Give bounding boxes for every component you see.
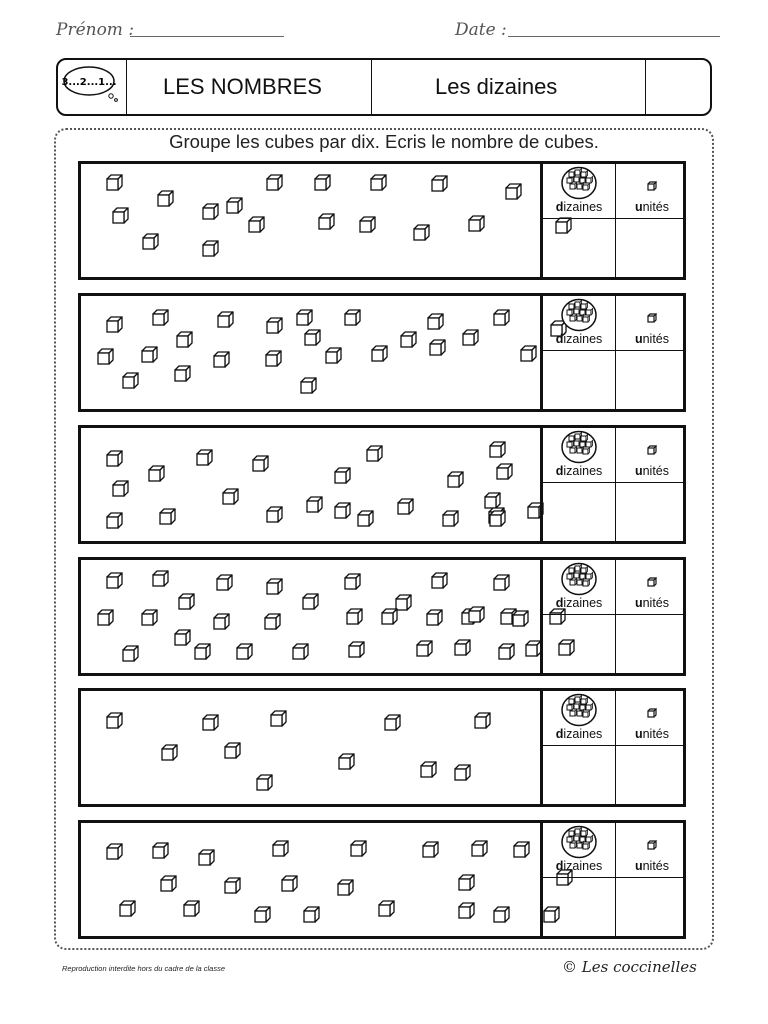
cube-icon <box>141 232 160 251</box>
dizaines-label <box>543 596 615 610</box>
cube-icon <box>105 511 124 530</box>
cube-icon <box>265 173 284 192</box>
cube-icon <box>295 308 314 327</box>
brand-logo: © Les coccinelles <box>562 958 697 976</box>
cube-icon <box>212 350 231 369</box>
unites-rest: nités <box>642 200 670 214</box>
cube-icon <box>428 338 447 357</box>
cube-icon <box>349 839 368 858</box>
cube-icon <box>343 572 362 591</box>
cube-icon <box>158 507 177 526</box>
cube-icon <box>151 569 170 588</box>
cube-icon <box>421 840 440 859</box>
cube-icon <box>182 899 201 918</box>
unites-answer-cell[interactable] <box>616 879 688 936</box>
cube-icon <box>118 899 137 918</box>
cube-icon <box>453 763 472 782</box>
unites-rest: nités <box>642 859 670 873</box>
ten-cubes-icon <box>560 166 598 200</box>
cube-icon <box>512 840 531 859</box>
cube-icon <box>419 760 438 779</box>
prenom-label: Prénom : <box>56 20 135 40</box>
cube-icon <box>177 592 196 611</box>
cube-area <box>81 428 541 541</box>
unites-rest: nités <box>642 727 670 741</box>
cube-icon <box>105 173 124 192</box>
exercise-1 <box>78 161 686 280</box>
unit-cube-icon <box>647 572 657 582</box>
prenom-field[interactable] <box>130 36 284 37</box>
cube-icon <box>105 711 124 730</box>
cube-icon <box>193 642 212 661</box>
ten-cubes-icon <box>560 693 598 727</box>
cube-icon <box>140 608 159 627</box>
cube-icon <box>197 848 216 867</box>
dizaines-rest: izaines <box>563 859 603 873</box>
cube-icon <box>225 196 244 215</box>
cube-icon <box>212 612 231 631</box>
cube-icon <box>303 328 322 347</box>
unites-label <box>616 200 688 214</box>
cube-icon <box>377 899 396 918</box>
dizaines-initial: d <box>555 332 564 346</box>
cube-icon <box>265 505 284 524</box>
cube-icon <box>415 639 434 658</box>
cube-icon <box>251 454 270 473</box>
unites-initial: u <box>634 200 643 214</box>
cube-icon <box>313 173 332 192</box>
cube-icon <box>467 605 486 624</box>
cube-icon <box>265 316 284 335</box>
cube-icon <box>105 449 124 468</box>
cube-icon <box>365 444 384 463</box>
cube-icon <box>492 308 511 327</box>
logo-text: 3...2...1... <box>61 77 117 88</box>
cube-icon <box>269 709 288 728</box>
cube-icon <box>264 349 283 368</box>
cube-icon <box>223 876 242 895</box>
dizaines-initial: d <box>555 200 564 214</box>
cube-icon <box>96 347 115 366</box>
date-label: Date : <box>455 20 507 40</box>
unites-rest: nités <box>642 332 670 346</box>
unites-initial: u <box>634 596 643 610</box>
title-bar <box>56 58 712 116</box>
unites-initial: u <box>634 464 643 478</box>
unites-answer-cell[interactable] <box>616 616 688 673</box>
cube-icon <box>347 640 366 659</box>
unites-label <box>616 464 688 478</box>
cube-icon <box>201 202 220 221</box>
answer-table <box>540 823 686 936</box>
cube-icon <box>201 713 220 732</box>
cube-icon <box>470 839 489 858</box>
exercise-6 <box>78 820 686 939</box>
cube-icon <box>301 592 320 611</box>
cube-icon <box>105 842 124 861</box>
cube-icon <box>305 495 324 514</box>
cube-icon <box>467 214 486 233</box>
dizaines-answer-cell[interactable] <box>543 220 615 277</box>
cube-icon <box>399 330 418 349</box>
cube-icon <box>263 612 282 631</box>
cube-icon <box>370 344 389 363</box>
cube-icon <box>396 497 415 516</box>
cube-icon <box>504 182 523 201</box>
cube-icon <box>324 346 343 365</box>
unit-cube-icon <box>647 703 657 713</box>
cube-icon <box>96 608 115 627</box>
answer-table <box>540 691 686 804</box>
cube-icon <box>111 479 130 498</box>
cube-icon <box>519 344 538 363</box>
cube-icon <box>216 310 235 329</box>
cube-icon <box>369 173 388 192</box>
ten-cubes-icon <box>560 825 598 859</box>
dizaines-answer-cell[interactable] <box>543 879 615 936</box>
cube-icon <box>457 901 476 920</box>
unites-rest: nités <box>642 464 670 478</box>
unites-answer-cell[interactable] <box>616 352 688 409</box>
date-field[interactable] <box>508 36 720 37</box>
dizaines-label <box>543 859 615 873</box>
dizaines-answer-cell[interactable] <box>543 352 615 409</box>
cube-icon <box>492 573 511 592</box>
cube-area <box>81 560 541 673</box>
cube-icon <box>173 628 192 647</box>
cube-icon <box>271 839 290 858</box>
unites-initial: u <box>634 727 643 741</box>
cube-icon <box>235 642 254 661</box>
cube-icon <box>299 376 318 395</box>
dizaines-label <box>543 332 615 346</box>
cube-area <box>81 823 541 936</box>
page-title: LES NOMBRES <box>163 74 322 99</box>
cube-icon <box>337 752 356 771</box>
unites-answer-cell[interactable] <box>616 747 688 804</box>
unites-initial: u <box>634 859 643 873</box>
cube-icon <box>497 642 516 661</box>
unites-label <box>616 859 688 873</box>
cube-icon <box>441 509 460 528</box>
cube-icon <box>511 609 530 628</box>
copyright-notice: Reproduction interdite hors du cadre de la classe <box>62 964 226 973</box>
dizaines-label <box>543 200 615 214</box>
unit-cube-icon <box>647 176 657 186</box>
cube-icon <box>105 571 124 590</box>
answer-table <box>540 560 686 673</box>
cube-icon <box>430 174 449 193</box>
exercise-4 <box>78 557 686 676</box>
cube-icon <box>488 509 507 528</box>
page-subtitle: Les dizaines <box>435 74 558 99</box>
dizaines-label <box>543 727 615 741</box>
cube-icon <box>253 905 272 924</box>
cube-icon <box>215 573 234 592</box>
dizaines-initial: d <box>555 464 564 478</box>
unites-label <box>616 596 688 610</box>
cube-icon <box>488 440 507 459</box>
answer-table <box>540 428 686 541</box>
cube-icon <box>356 509 375 528</box>
unit-cube-icon <box>647 440 657 450</box>
cube-icon <box>343 308 362 327</box>
unites-label <box>616 727 688 741</box>
cube-icon <box>159 874 178 893</box>
unites-answer-cell[interactable] <box>616 484 688 541</box>
unites-answer-cell[interactable] <box>616 220 688 277</box>
cube-icon <box>105 315 124 334</box>
dizaines-initial: d <box>555 596 564 610</box>
cube-icon <box>111 206 130 225</box>
cube-icon <box>345 607 364 626</box>
dizaines-rest: izaines <box>563 727 603 741</box>
answer-table <box>540 164 686 277</box>
cube-icon <box>358 215 377 234</box>
unites-initial: u <box>634 332 643 346</box>
cube-icon <box>457 873 476 892</box>
cube-icon <box>175 330 194 349</box>
cube-icon <box>430 571 449 590</box>
cube-icon <box>160 743 179 762</box>
cube-icon <box>453 638 472 657</box>
dizaines-rest: izaines <box>563 464 603 478</box>
cube-icon <box>280 874 299 893</box>
unites-label <box>616 332 688 346</box>
cube-icon <box>151 308 170 327</box>
dizaines-rest: izaines <box>563 596 603 610</box>
dizaines-answer-cell[interactable] <box>543 616 615 673</box>
cube-icon <box>333 501 352 520</box>
cube-icon <box>317 212 336 231</box>
cube-icon <box>221 487 240 506</box>
cube-icon <box>223 741 242 760</box>
answer-table <box>540 296 686 409</box>
instruction: Groupe les cubes par dix. Ecris le nombre de cubes. <box>169 131 599 152</box>
cube-icon <box>336 878 355 897</box>
exercise-3 <box>78 425 686 544</box>
cube-icon <box>412 223 431 242</box>
cube-icon <box>302 905 321 924</box>
dizaines-rest: izaines <box>563 200 603 214</box>
cube-icon <box>380 607 399 626</box>
cube-icon <box>265 577 284 596</box>
dizaines-rest: izaines <box>563 332 603 346</box>
cube-icon <box>195 448 214 467</box>
cube-area <box>81 164 541 277</box>
cube-icon <box>291 642 310 661</box>
cube-icon <box>247 215 266 234</box>
cube-icon <box>121 644 140 663</box>
unit-cube-icon <box>647 308 657 318</box>
cube-icon <box>151 841 170 860</box>
ten-cubes-icon <box>560 562 598 596</box>
cube-icon <box>461 328 480 347</box>
cube-icon <box>383 713 402 732</box>
cube-icon <box>255 773 274 792</box>
unit-cube-icon <box>647 835 657 845</box>
cube-icon <box>492 905 511 924</box>
dizaines-answer-cell[interactable] <box>543 747 615 804</box>
cube-icon <box>446 470 465 489</box>
cube-icon <box>333 466 352 485</box>
cube-icon <box>140 345 159 364</box>
cube-icon <box>495 462 514 481</box>
cube-icon <box>201 239 220 258</box>
dizaines-label <box>543 464 615 478</box>
exercise-2 <box>78 293 686 412</box>
thought-bubble-logo <box>61 64 119 102</box>
ten-cubes-icon <box>560 298 598 332</box>
cube-area <box>81 296 541 409</box>
dizaines-answer-cell[interactable] <box>543 484 615 541</box>
cube-icon <box>473 711 492 730</box>
dizaines-initial: d <box>555 859 564 873</box>
ten-cubes-icon <box>560 430 598 464</box>
cube-icon <box>156 189 175 208</box>
unites-rest: nités <box>642 596 670 610</box>
dizaines-initial: d <box>555 727 564 741</box>
exercise-5 <box>78 688 686 807</box>
cube-icon <box>147 464 166 483</box>
cube-icon <box>173 364 192 383</box>
cube-icon <box>425 608 444 627</box>
cube-icon <box>121 371 140 390</box>
cube-area <box>81 691 541 804</box>
cube-icon <box>426 312 445 331</box>
